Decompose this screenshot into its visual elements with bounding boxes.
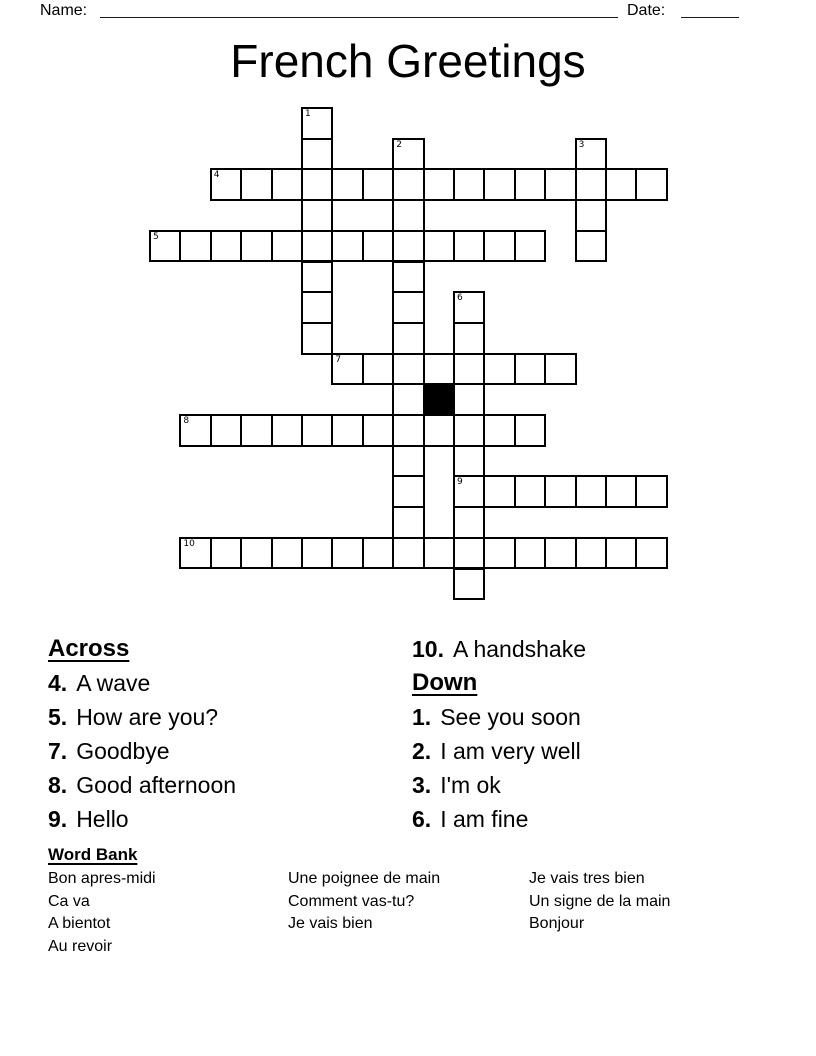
grid-cell[interactable]: [514, 230, 546, 263]
word-bank-item: Un signe de la main: [529, 892, 671, 910]
grid-cell[interactable]: [301, 291, 333, 324]
clue-down-2: [412, 734, 586, 768]
grid-cell[interactable]: [392, 199, 424, 232]
grid-cell[interactable]: [271, 537, 303, 570]
clue-text: See you soon: [440, 704, 581, 730]
cell-number: 5: [153, 231, 159, 242]
grid-cell[interactable]: [301, 168, 333, 201]
clue-number: 7.: [48, 738, 68, 764]
grid-cell[interactable]: [635, 168, 667, 201]
grid-cell[interactable]: [423, 168, 455, 201]
grid-cell[interactable]: [392, 537, 424, 570]
grid-cell[interactable]: [271, 414, 303, 447]
grid-cell[interactable]: [605, 537, 637, 570]
grid-cell[interactable]: [331, 537, 363, 570]
across-clues-column: [48, 632, 236, 836]
grid-cell[interactable]: [483, 537, 515, 570]
grid-cell[interactable]: [392, 445, 424, 478]
grid-cell[interactable]: [392, 291, 424, 324]
clue-text: A handshake: [452, 636, 586, 662]
cell-number: 4: [213, 170, 220, 181]
grid-cell[interactable]: [301, 107, 333, 140]
grid-cell[interactable]: [544, 168, 576, 201]
grid-cell[interactable]: [362, 414, 394, 447]
word-bank-item: Je vais bien: [288, 915, 373, 932]
grid-cell[interactable]: [453, 383, 485, 416]
clue-text: How are you?: [76, 704, 219, 730]
word-bank-item: Bon apres-midi: [48, 870, 156, 887]
grid-cell[interactable]: [179, 537, 211, 570]
grid-cell[interactable]: [271, 230, 303, 263]
word-bank-item: Comment vas-tu?: [288, 892, 415, 910]
grid-cell[interactable]: [423, 414, 455, 447]
grid-cell[interactable]: [453, 537, 485, 570]
cell-number: 2: [396, 139, 402, 150]
grid-cell[interactable]: [635, 537, 667, 570]
across-heading: Across: [48, 635, 130, 662]
grid-cell[interactable]: [575, 475, 607, 508]
clue-number: 1.: [412, 704, 432, 730]
clue-number: 9.: [48, 806, 68, 832]
grid-cell[interactable]: [514, 414, 546, 447]
grid-cell[interactable]: [575, 230, 607, 263]
grid-cell[interactable]: [210, 230, 242, 263]
grid-cell[interactable]: [392, 353, 424, 386]
word-bank-column-2: [288, 868, 440, 936]
cell-number: 6: [457, 293, 463, 304]
grid-cell[interactable]: [423, 537, 455, 570]
down-clues-column: [412, 632, 586, 836]
grid-cell[interactable]: [301, 230, 333, 263]
down-heading: Down: [412, 669, 478, 696]
grid-cell[interactable]: [240, 230, 272, 263]
grid-cell[interactable]: [210, 414, 242, 447]
grid-cell[interactable]: [392, 475, 424, 508]
clue-number: 5.: [48, 704, 68, 730]
page-title: French Greetings: [230, 35, 586, 87]
clue-text: Hello: [76, 806, 129, 832]
clue-number: 3.: [412, 772, 432, 798]
black-cell: [423, 383, 455, 416]
grid-cell[interactable]: [575, 199, 607, 232]
clue-across-7: [48, 734, 236, 768]
grid-cell[interactable]: [514, 353, 546, 386]
grid-cell[interactable]: [453, 230, 485, 263]
grid-cell[interactable]: [575, 138, 607, 171]
grid-cell[interactable]: [331, 168, 363, 201]
grid-cell[interactable]: [453, 506, 485, 539]
grid-cell[interactable]: [271, 168, 303, 201]
cell-number: 9: [457, 477, 463, 488]
clue-text: I'm ok: [440, 772, 501, 798]
grid-cell[interactable]: [453, 353, 485, 386]
clue-across-4: [48, 666, 236, 700]
grid-cell[interactable]: [362, 168, 394, 201]
grid-cell[interactable]: [483, 414, 515, 447]
clue-down-6: [412, 802, 586, 836]
cell-number: 1: [305, 109, 311, 119]
grid-cell[interactable]: [453, 475, 485, 508]
grid-cell[interactable]: [179, 230, 211, 263]
grid-cell[interactable]: [544, 475, 576, 508]
grid-cell[interactable]: [301, 414, 333, 447]
grid-cell[interactable]: [514, 168, 546, 201]
grid-cell[interactable]: [514, 537, 546, 570]
name-label: Name:: [40, 2, 88, 19]
clue-number: 8.: [48, 772, 68, 798]
clue-text: Goodbye: [76, 738, 170, 764]
grid-cell[interactable]: [301, 537, 333, 570]
grid-cell[interactable]: [483, 475, 515, 508]
clue-number: 10.: [412, 636, 444, 662]
clue-across-9: [48, 802, 236, 836]
grid-cell[interactable]: [301, 138, 333, 171]
grid-cell[interactable]: [544, 537, 576, 570]
grid-cell[interactable]: [575, 537, 607, 570]
word-bank-item: Je vais tres bien: [529, 870, 645, 887]
grid-cell[interactable]: [575, 168, 607, 201]
grid-cell[interactable]: [362, 537, 394, 570]
grid-cell[interactable]: [453, 568, 485, 601]
clue-number: 6.: [412, 806, 432, 832]
grid-cell[interactable]: [453, 291, 485, 324]
grid-cell[interactable]: [149, 230, 181, 263]
grid-cell[interactable]: [331, 353, 363, 386]
grid-cell[interactable]: [453, 168, 485, 201]
cell-number: 8: [183, 416, 190, 426]
grid-cell[interactable]: [392, 414, 424, 447]
word-bank-column-1: [48, 868, 156, 958]
clue-text: I am fine: [440, 806, 529, 832]
grid-cell[interactable]: [483, 168, 515, 201]
grid-cell[interactable]: [362, 353, 394, 386]
grid-cell[interactable]: [362, 230, 394, 263]
grid-cell[interactable]: [210, 168, 242, 201]
grid-cell[interactable]: [240, 537, 272, 570]
date-label: Date:: [627, 2, 666, 19]
clue-number: 2.: [412, 738, 432, 764]
cell-number: 10: [183, 538, 195, 549]
word-bank-heading: Word Bank: [48, 845, 138, 864]
grid-cell[interactable]: [331, 230, 363, 263]
word-bank-item: A bientot: [48, 915, 111, 932]
clue-down-3: [412, 768, 586, 802]
grid-cell[interactable]: [453, 322, 485, 355]
grid-cell[interactable]: [392, 230, 424, 263]
word-bank-item: Bonjour: [529, 915, 585, 932]
grid-cell[interactable]: [453, 445, 485, 478]
grid-cell[interactable]: [544, 353, 576, 386]
grid-cell[interactable]: [210, 537, 242, 570]
word-bank-item: Ca va: [48, 892, 90, 910]
grid-cell[interactable]: [392, 168, 424, 201]
clue-text: A wave: [76, 670, 151, 696]
clue-number: 4.: [48, 670, 68, 696]
word-bank-column-3: [529, 868, 670, 936]
grid-cell[interactable]: [392, 383, 424, 416]
grid-cell[interactable]: [392, 138, 424, 171]
clue-across-10: [412, 632, 586, 666]
grid-cell[interactable]: [514, 475, 546, 508]
grid-cell[interactable]: [423, 353, 455, 386]
clue-text: Good afternoon: [76, 772, 237, 798]
word-bank-item: Au revoir: [48, 937, 113, 955]
grid-cell[interactable]: [423, 230, 455, 263]
grid-cell[interactable]: [605, 168, 637, 201]
cell-number: 7: [335, 354, 342, 365]
cell-number: 3: [578, 139, 585, 150]
clue-across-8: [48, 768, 236, 802]
grid-cell[interactable]: [453, 414, 485, 447]
grid-cell[interactable]: [301, 261, 333, 294]
grid-cell[interactable]: [483, 353, 515, 386]
grid-cell[interactable]: [331, 414, 363, 447]
grid-cell[interactable]: [605, 475, 637, 508]
grid-cell[interactable]: [240, 168, 272, 201]
clue-text: I am very well: [440, 738, 581, 764]
grid-cell[interactable]: [179, 414, 211, 447]
grid-cell[interactable]: [301, 199, 333, 232]
grid-cell[interactable]: [635, 475, 667, 508]
grid-cell[interactable]: [392, 506, 424, 539]
grid-cell[interactable]: [240, 414, 272, 447]
clue-across-5: [48, 700, 236, 734]
word-bank-item: Une poignee de main: [288, 870, 441, 887]
grid-cell[interactable]: [392, 322, 424, 355]
grid-cell[interactable]: [301, 322, 333, 355]
grid-cell[interactable]: [483, 230, 515, 263]
clue-down-1: [412, 700, 586, 734]
grid-cell[interactable]: [392, 261, 424, 294]
